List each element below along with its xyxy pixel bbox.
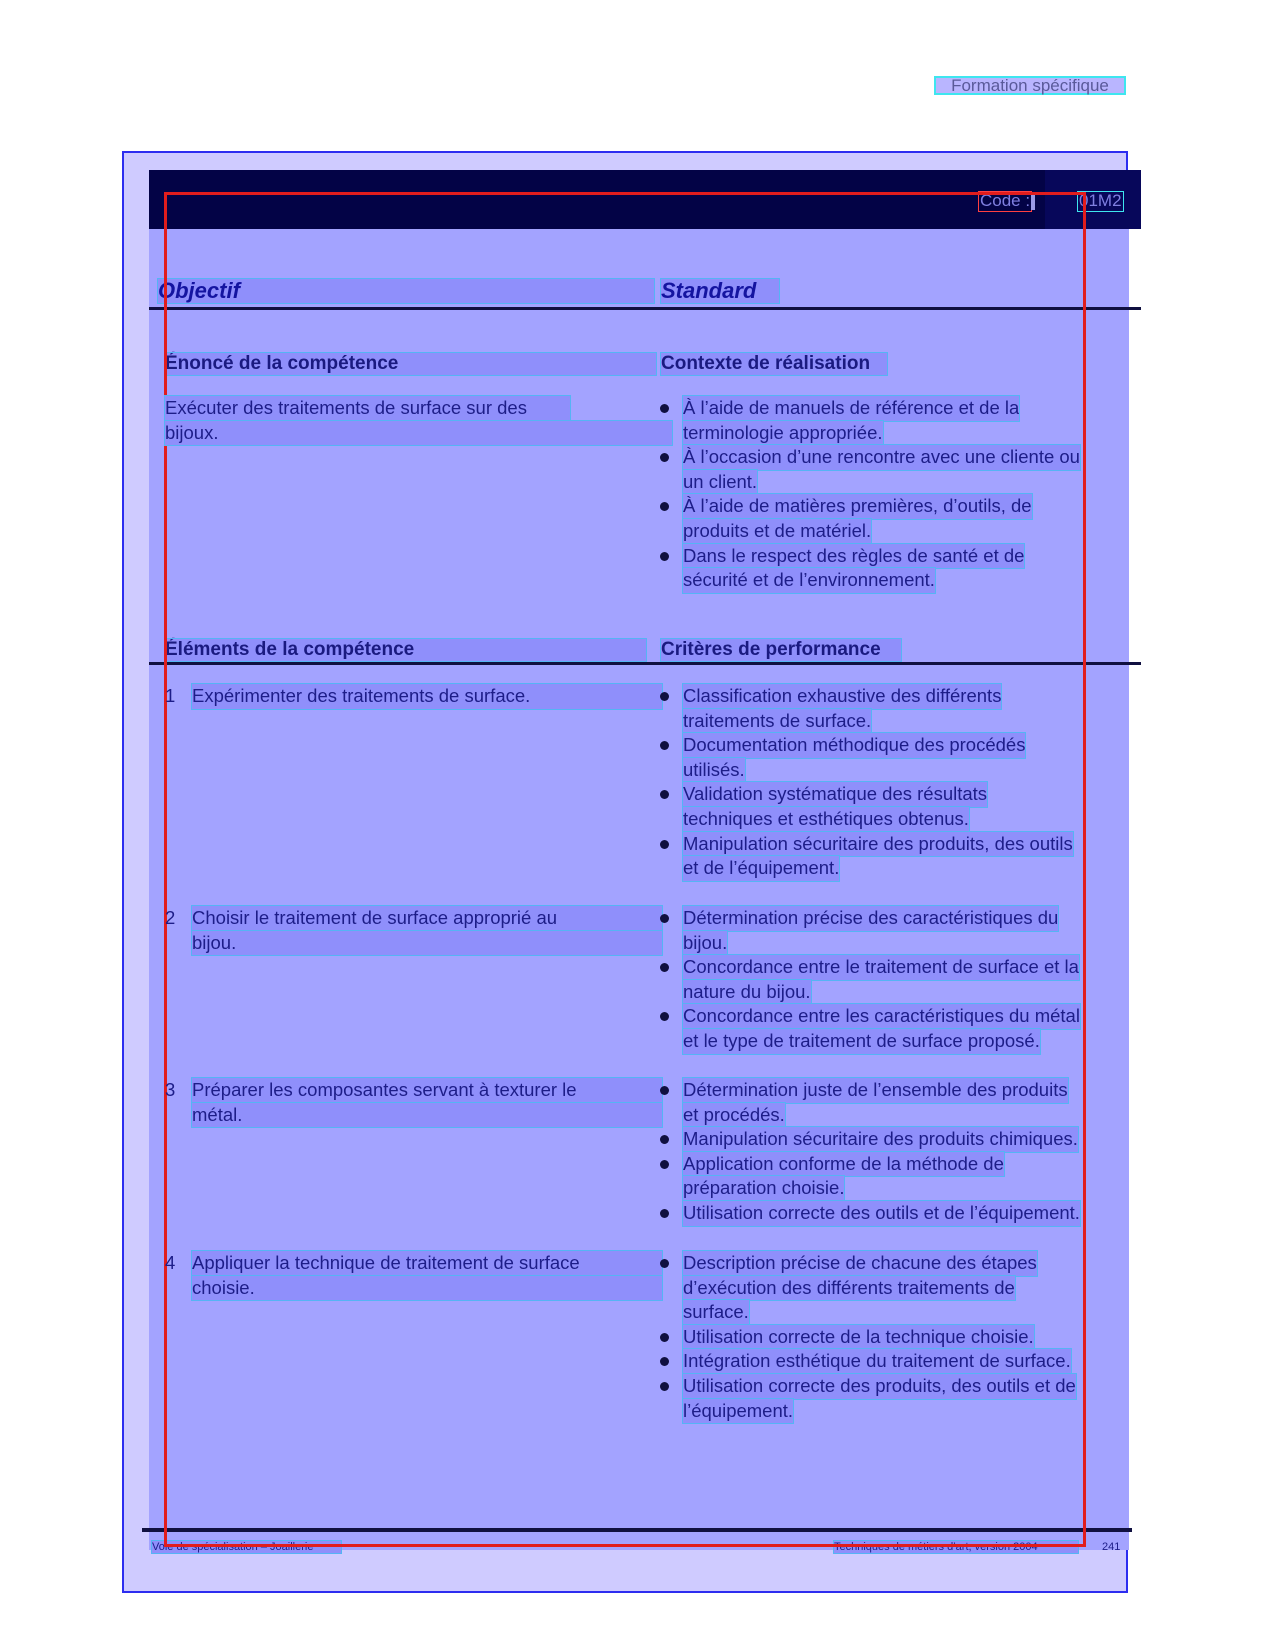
element-line: Choisir le traitement de surface approprié au: [192, 906, 662, 931]
statement-line: Exécuter des traitements de surface sur des: [165, 396, 570, 421]
elements-heading: Éléments de la compétence: [165, 639, 646, 661]
statement-line: bijoux.: [165, 421, 672, 446]
footer-program: Voie de spécialisation – Joaillerie: [152, 1541, 341, 1553]
element-line: bijou.: [192, 931, 662, 956]
criterion-line: Utilisation correcte des produits, des outils et de: [683, 1374, 1076, 1399]
criterion-line: traitements de surface.: [683, 709, 871, 734]
element-number: 2: [165, 907, 176, 928]
criterion-line: Manipulation sécuritaire des produits chimiques.: [683, 1127, 1078, 1152]
page-number: 241: [1102, 1541, 1121, 1553]
criterion-line: Concordance entre les caractéristiques du métal: [683, 1004, 1080, 1029]
criterion-line: terminologie appropriée.: [683, 421, 883, 446]
bullet-icon: [660, 1086, 669, 1095]
criterion-line: utilisés.: [683, 758, 745, 783]
criterion-line: Classification exhaustive des différents: [683, 684, 1001, 709]
criterion-line: techniques et esthétiques obtenus.: [683, 807, 969, 832]
title-rule: [149, 307, 1141, 310]
criterion-line: Dans le respect des règles de santé et de: [683, 544, 1024, 569]
standard-column-title: Standard: [661, 279, 779, 303]
code-label: Code :: [980, 191, 1031, 210]
criteria-heading: Critères de performance: [661, 639, 901, 661]
bullet-icon: [660, 914, 669, 923]
criterion-line: d’exécution des différents traitements de: [683, 1276, 1015, 1301]
bullet-icon: [660, 1333, 669, 1342]
objective-column-title: Objectif: [158, 279, 654, 303]
criterion-line: bijou.: [683, 931, 727, 956]
bullet-icon: [660, 1209, 669, 1218]
criterion-line: Utilisation correcte des outils et de l’équipement.: [683, 1201, 1080, 1226]
criterion-line: Documentation méthodique des procédés: [683, 733, 1025, 758]
criterion-line: et procédés.: [683, 1103, 785, 1128]
elements-rule: [149, 662, 1141, 665]
bullet-icon: [660, 1160, 669, 1169]
code-value: 01M2: [1079, 191, 1122, 210]
criterion-line: Détermination juste de l’ensemble des produits: [683, 1078, 1068, 1103]
code-separator: [1031, 192, 1035, 210]
criterion-line: l’équipement.: [683, 1399, 793, 1424]
footer-version: Techniques de métiers d’art, version 2004: [834, 1541, 1078, 1553]
bullet-icon: [660, 692, 669, 701]
criterion-line: et le type de traitement de surface proposé.: [683, 1029, 1040, 1054]
element-number: 1: [165, 685, 176, 706]
bullet-icon: [660, 840, 669, 849]
criterion-line: Détermination précise des caractéristiques du: [683, 906, 1058, 931]
element-line: choisie.: [192, 1276, 662, 1301]
criterion-line: Validation systématique des résultats: [683, 782, 987, 807]
criterion-line: Manipulation sécuritaire des produits, des outils: [683, 832, 1073, 857]
criterion-line: sécurité et de l’environnement.: [683, 568, 935, 593]
bullet-icon: [660, 404, 669, 413]
bullet-icon: [660, 1382, 669, 1391]
criterion-line: Intégration esthétique du traitement de surface.: [683, 1349, 1071, 1374]
element-number: 3: [165, 1079, 176, 1100]
element-line: métal.: [192, 1103, 662, 1128]
criterion-line: un client.: [683, 470, 757, 495]
criterion-line: nature du bijou.: [683, 980, 811, 1005]
element-line: Expérimenter des traitements de surface.: [192, 684, 662, 709]
context-heading: Contexte de réalisation: [661, 353, 887, 375]
criterion-line: préparation choisie.: [683, 1176, 844, 1201]
criterion-line: À l’aide de manuels de référence et de la: [683, 396, 1019, 421]
bullet-icon: [660, 1259, 669, 1268]
statement-heading: Énoncé de la compétence: [165, 353, 656, 375]
element-line: Appliquer la technique de traitement de surface: [192, 1251, 662, 1276]
bullet-icon: [660, 552, 669, 561]
criterion-line: Application conforme de la méthode de: [683, 1152, 1004, 1177]
criterion-line: Utilisation correcte de la technique choisie.: [683, 1325, 1034, 1350]
criterion-line: surface.: [683, 1300, 749, 1325]
element-number: 4: [165, 1252, 176, 1273]
criterion-line: À l’aide de matières premières, d’outils, de: [683, 494, 1032, 519]
criterion-line: et de l’équipement.: [683, 856, 839, 881]
criterion-line: Description précise de chacune des étapes: [683, 1251, 1037, 1276]
criterion-line: À l’occasion d’une rencontre avec une cliente ou: [683, 445, 1080, 470]
criterion-line: produits et de matériel.: [683, 519, 871, 544]
document-section-label: Formation spécifique: [934, 76, 1126, 95]
criterion-line: Concordance entre le traitement de surface et la: [683, 955, 1079, 980]
footer-rule: [142, 1528, 1132, 1532]
element-line: Préparer les composantes servant à texturer le: [192, 1078, 662, 1103]
